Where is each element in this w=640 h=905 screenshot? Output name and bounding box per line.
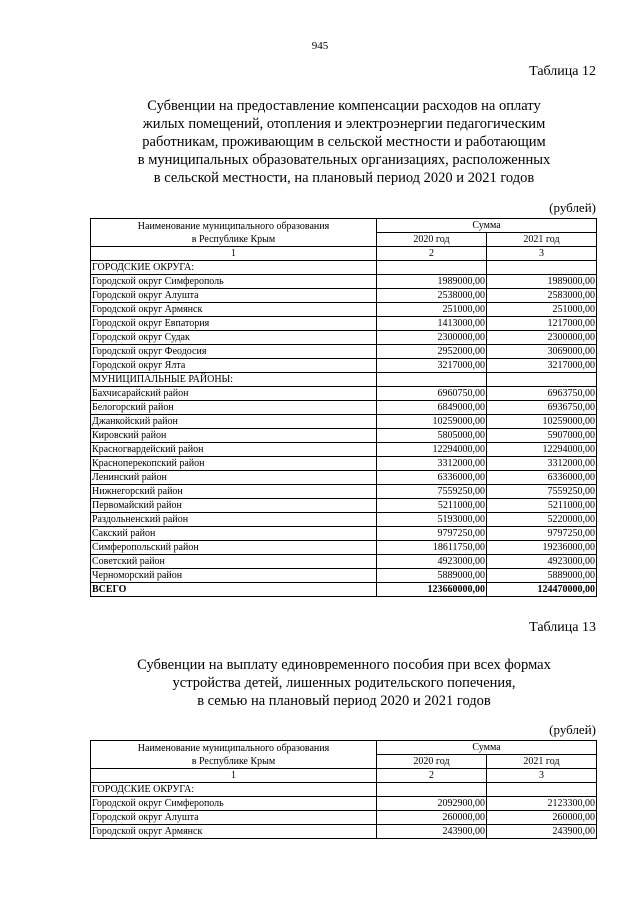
table13-title-line: в семью на плановый период 2020 и 2021 годов [197,693,491,709]
row-name: Советский район [91,555,377,569]
row-name: Кировский район [91,429,377,443]
table-row [91,797,597,811]
section-row [91,783,597,797]
header-year-2020: 2020 год [377,755,487,769]
row-value-2021 [487,783,597,797]
row-name: Первомайский район [91,499,377,513]
total-row [91,583,597,597]
table12-title-line: в муниципальных образовательных организациях, расположенных [137,152,551,168]
row-value-2021 [487,261,597,275]
row-name: Черноморский район [91,569,377,583]
row-value-2020: 1413000,00 [377,317,487,331]
row-value-2021: 9797250,00 [487,527,597,541]
row-value-2020: 3312000,00 [377,457,487,471]
row-value-2020: 243900,00 [377,825,487,839]
table13-title-line: Субвенции на выплату единовременного пособия при всех формах [137,657,551,673]
row-value-2021: 243900,00 [487,825,597,839]
table-row [91,429,597,443]
table-row [91,303,597,317]
row-value-2021: 19236000,00 [487,541,597,555]
row-name: Раздольненский район [91,513,377,527]
row-name: Городской округ Алушта [91,289,377,303]
table13-title-line: устройства детей, лишенных родительского попечения, [172,675,516,691]
row-value-2021: 1989000,00 [487,275,597,289]
row-value-2020: 6849000,00 [377,401,487,415]
table-row [91,415,597,429]
table-row [91,569,597,583]
row-value-2021: 5211000,00 [487,499,597,513]
table-row [91,825,597,839]
table12-title-line: Субвенции на предоставление компенсации расходов на оплату [147,98,541,114]
row-name: Сакский район [91,527,377,541]
row-value-2020: 2092900,00 [377,797,487,811]
header-sum-cell: Сумма [377,741,597,755]
table12-label: Таблица 12 [529,64,596,79]
row-name: Городской округ Армянск [91,825,377,839]
row-value-2020: 5889000,00 [377,569,487,583]
table-row [91,513,597,527]
table-row [91,471,597,485]
row-value-2021: 2583000,00 [487,289,597,303]
row-name: Бахчисарайский район [91,387,377,401]
column-number: 1 [91,769,377,783]
row-name: Красноперекопский район [91,457,377,471]
row-value-2021: 6336000,00 [487,471,597,485]
row-name: Ленинский район [91,471,377,485]
row-value-2021: 1217000,00 [487,317,597,331]
row-value-2020: 3217000,00 [377,359,487,373]
table-row [91,443,597,457]
row-value-2021: 3069000,00 [487,345,597,359]
table-row [91,331,597,345]
table-row [91,387,597,401]
row-name: Симферопольский район [91,541,377,555]
row-name: ГОРОДСКИЕ ОКРУГА: [91,783,377,797]
table13-title [92,656,596,710]
table-row [91,457,597,471]
row-value-2021: 124470000,00 [487,583,597,597]
row-value-2021: 7559250,00 [487,485,597,499]
row-value-2021: 10259000,00 [487,415,597,429]
row-name: Городской округ Феодосия [91,345,377,359]
table12-title-line: работникам, проживающим в сельской местности и работающим [142,134,546,150]
row-name: Городской округ Судак [91,331,377,345]
row-value-2020 [377,373,487,387]
row-value-2020: 251000,00 [377,303,487,317]
table-row [91,555,597,569]
table-row [91,541,597,555]
row-value-2020: 6336000,00 [377,471,487,485]
row-value-2020: 5211000,00 [377,499,487,513]
header-year-2020: 2020 год [377,233,487,247]
row-value-2020: 5193000,00 [377,513,487,527]
table13-label: Таблица 13 [529,620,596,635]
row-value-2020: 2538000,00 [377,289,487,303]
section-row [91,373,597,387]
table-row [91,359,597,373]
column-number: 3 [487,769,597,783]
row-value-2021: 6963750,00 [487,387,597,401]
section-row [91,261,597,275]
header-name-line: в Республике Крым [191,755,276,767]
row-name: Городской округ Евпатория [91,317,377,331]
row-value-2021: 5889000,00 [487,569,597,583]
table12-unit: (рублей) [549,200,596,215]
page-number: 945 [311,40,329,52]
row-name: МУНИЦИПАЛЬНЫЕ РАЙОНЫ: [91,373,377,387]
row-name: Белогорский район [91,401,377,415]
row-value-2021: 251000,00 [487,303,597,317]
header-name-line: Наименование муниципального образования [137,220,330,232]
column-number-row [91,769,597,783]
table-row [91,345,597,359]
row-name: Городской округ Симферополь [91,797,377,811]
header-row [91,219,597,233]
row-value-2020: 260000,00 [377,811,487,825]
row-name: ВСЕГО [91,583,377,597]
row-value-2020 [377,261,487,275]
row-value-2020: 2952000,00 [377,345,487,359]
row-value-2020: 5805000,00 [377,429,487,443]
table-row [91,811,597,825]
row-value-2021: 3312000,00 [487,457,597,471]
row-value-2021: 5220000,00 [487,513,597,527]
column-number: 2 [377,247,487,261]
row-value-2020: 4923000,00 [377,555,487,569]
header-name-cell [91,741,377,769]
row-name: Городской округ Симферополь [91,275,377,289]
row-value-2020: 7559250,00 [377,485,487,499]
table-row [91,527,597,541]
header-name-line: Наименование муниципального образования [137,742,330,754]
row-value-2020: 9797250,00 [377,527,487,541]
row-value-2020: 12294000,00 [377,443,487,457]
row-value-2021: 3217000,00 [487,359,597,373]
table12-title-line: жилых помещений, отопления и электроэнергии педагогическим [142,116,546,132]
row-name: Городской округ Ялта [91,359,377,373]
header-year-2021: 2021 год [487,755,597,769]
row-name: Городской округ Армянск [91,303,377,317]
table-row [91,317,597,331]
table-row [91,499,597,513]
row-value-2021: 6936750,00 [487,401,597,415]
table-row [91,275,597,289]
row-value-2021: 4923000,00 [487,555,597,569]
table-row [91,289,597,303]
table12-title-line: в сельской местности, на плановый период 2020 и 2021 годов [153,170,535,186]
row-value-2020: 123660000,00 [377,583,487,597]
header-row [91,741,597,755]
header-year-2021: 2021 год [487,233,597,247]
row-name: ГОРОДСКИЕ ОКРУГА: [91,261,377,275]
header-sum-cell: Сумма [377,219,597,233]
table13-unit: (рублей) [549,722,596,737]
row-value-2020: 10259000,00 [377,415,487,429]
table-row [91,401,597,415]
row-name: Джанкойский район [91,415,377,429]
column-number: 1 [91,247,377,261]
row-value-2021: 5907000,00 [487,429,597,443]
row-value-2020: 2300000,00 [377,331,487,345]
header-name-cell [91,219,377,247]
table12 [90,218,597,597]
column-number: 2 [377,769,487,783]
row-value-2021: 260000,00 [487,811,597,825]
row-value-2020 [377,783,487,797]
column-number: 3 [487,247,597,261]
row-value-2020: 18611750,00 [377,541,487,555]
table13 [90,740,597,839]
table12-title [92,97,596,187]
row-name: Нижнегорский район [91,485,377,499]
row-name: Красногвардейский район [91,443,377,457]
row-value-2020: 1989000,00 [377,275,487,289]
row-value-2021: 12294000,00 [487,443,597,457]
header-name-line: в Республике Крым [191,233,276,245]
column-number-row [91,247,597,261]
row-value-2020: 6960750,00 [377,387,487,401]
row-name: Городской округ Алушта [91,811,377,825]
row-value-2021 [487,373,597,387]
row-value-2021: 2123300,00 [487,797,597,811]
table-row [91,485,597,499]
row-value-2021: 2300000,00 [487,331,597,345]
